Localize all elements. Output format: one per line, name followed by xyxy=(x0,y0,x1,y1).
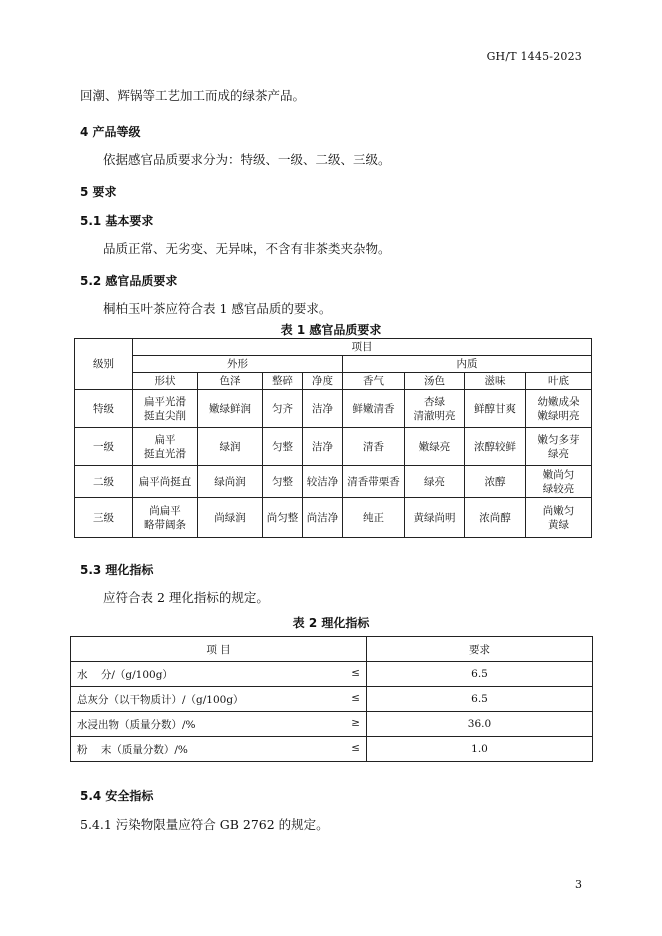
subheader: 形状 xyxy=(133,373,198,390)
subheader: 汤色 xyxy=(405,373,465,390)
header-requirement: 要求 xyxy=(367,637,593,662)
table-cell: 嫩绿鲜润 xyxy=(198,390,263,428)
subheader: 净度 xyxy=(303,373,343,390)
subheader: 整碎 xyxy=(263,373,303,390)
table-cell: 扁平光滑 挺直尖削 xyxy=(133,390,198,428)
table-row xyxy=(71,662,593,687)
item-label: 粉 末（质量分数）/% xyxy=(77,743,188,756)
requirement-value: 6.5 xyxy=(367,687,593,712)
table-row xyxy=(71,712,593,737)
requirement-value: 36.0 xyxy=(367,712,593,737)
table-cell: 浓醇较鲜 xyxy=(465,428,526,466)
table1-caption: 表 1 感官品质要求 xyxy=(280,323,382,337)
table-cell: 尚洁净 xyxy=(303,498,343,538)
table-row xyxy=(71,687,593,712)
header-item: 项目 xyxy=(133,339,592,356)
grade-cell: 一级 xyxy=(75,428,133,466)
table-cell: 尚扁平 略带阔条 xyxy=(133,498,198,538)
table-cell: 清香 xyxy=(343,428,405,466)
table-cell: 绿尚润 xyxy=(198,466,263,498)
page-number: 3 xyxy=(575,878,582,891)
table-cell: 幼嫩成朵 嫩绿明亮 xyxy=(526,390,592,428)
table-row xyxy=(75,466,592,498)
comparison-symbol: ≤ xyxy=(351,741,360,754)
section-5-title: 5 要求 xyxy=(80,185,117,199)
table-cell: 扁平尚挺直 xyxy=(133,466,198,498)
sensory-quality-table xyxy=(74,338,592,538)
table-cell: 鲜醇甘爽 xyxy=(465,390,526,428)
section-5-2-title: 5.2 感官品质要求 xyxy=(80,274,178,288)
requirement-value: 1.0 xyxy=(367,737,593,762)
table-cell: 嫩绿亮 xyxy=(405,428,465,466)
subheader: 滋味 xyxy=(465,373,526,390)
section-5-2-text: 桐柏玉叶茶应符合表 1 感官品质的要求。 xyxy=(103,301,332,316)
table-cell: 尚嫩匀 黄绿 xyxy=(526,498,592,538)
comparison-symbol: ≤ xyxy=(351,691,360,704)
subheader: 色泽 xyxy=(198,373,263,390)
table-cell: 洁净 xyxy=(303,428,343,466)
header-grade: 级别 xyxy=(75,339,133,390)
continuation-text: 回潮、辉锅等工艺加工而成的绿茶产品。 xyxy=(80,88,306,103)
table-cell: 扁平 挺直光滑 xyxy=(133,428,198,466)
table-cell: 尚绿润 xyxy=(198,498,263,538)
section-4-text: 依据感官品质要求分为：特级、一级、二级、三级。 xyxy=(103,152,391,167)
table-cell: 杏绿 清澈明亮 xyxy=(405,390,465,428)
physicochemical-table xyxy=(70,636,593,762)
table-cell: 鲜嫩清香 xyxy=(343,390,405,428)
table-cell: 匀齐 xyxy=(263,390,303,428)
grade-cell: 三级 xyxy=(75,498,133,538)
section-5-1-text: 品质正常、无劣变、无异味，不含有非茶类夹杂物。 xyxy=(103,241,391,256)
item-cell xyxy=(71,662,367,687)
doc-code-header: GH/T 1445-2023 xyxy=(486,50,582,63)
grade-cell: 特级 xyxy=(75,390,133,428)
table-cell: 嫩尚匀 绿较亮 xyxy=(526,466,592,498)
header-inner-quality: 内质 xyxy=(343,356,592,373)
item-cell xyxy=(71,712,367,737)
section-5-1-title: 5.1 基本要求 xyxy=(80,214,154,228)
comparison-symbol: ≥ xyxy=(351,716,360,729)
comparison-symbol: ≤ xyxy=(351,666,360,679)
table-row xyxy=(75,390,592,428)
table-cell: 绿润 xyxy=(198,428,263,466)
section-5-4-title: 5.4 安全指标 xyxy=(80,789,154,803)
section-5-3-title: 5.3 理化指标 xyxy=(80,563,154,577)
table-cell: 洁净 xyxy=(303,390,343,428)
item-cell xyxy=(71,737,367,762)
header-item: 项 目 xyxy=(71,637,367,662)
item-label: 总灰分（以干物质计）/（g/100g） xyxy=(77,693,244,706)
item-label: 水浸出物（质量分数）/% xyxy=(77,718,196,731)
table-cell: 浓醇 xyxy=(465,466,526,498)
table-row xyxy=(75,498,592,538)
table-cell: 纯正 xyxy=(343,498,405,538)
table-cell: 匀整 xyxy=(263,428,303,466)
table-row xyxy=(75,428,592,466)
item-cell xyxy=(71,687,367,712)
table-cell: 较洁净 xyxy=(303,466,343,498)
requirement-value: 6.5 xyxy=(367,662,593,687)
item-label: 水 分/（g/100g） xyxy=(77,668,173,681)
subheader: 叶底 xyxy=(526,373,592,390)
header-appearance: 外形 xyxy=(133,356,343,373)
table-cell: 尚匀整 xyxy=(263,498,303,538)
table-cell: 浓尚醇 xyxy=(465,498,526,538)
table-cell: 嫩匀多芽 绿亮 xyxy=(526,428,592,466)
table-row xyxy=(71,737,593,762)
section-4-title: 4 产品等级 xyxy=(80,125,141,139)
table2-caption: 表 2 理化指标 xyxy=(292,616,370,630)
table-cell: 绿亮 xyxy=(405,466,465,498)
table-cell: 清香带栗香 xyxy=(343,466,405,498)
subheader: 香气 xyxy=(343,373,405,390)
table-cell: 匀整 xyxy=(263,466,303,498)
section-5-4-1-text: 5.4.1 污染物限量应符合 GB 2762 的规定。 xyxy=(80,817,329,832)
grade-cell: 二级 xyxy=(75,466,133,498)
table-cell: 黄绿尚明 xyxy=(405,498,465,538)
section-5-3-text: 应符合表 2 理化指标的规定。 xyxy=(103,590,269,605)
